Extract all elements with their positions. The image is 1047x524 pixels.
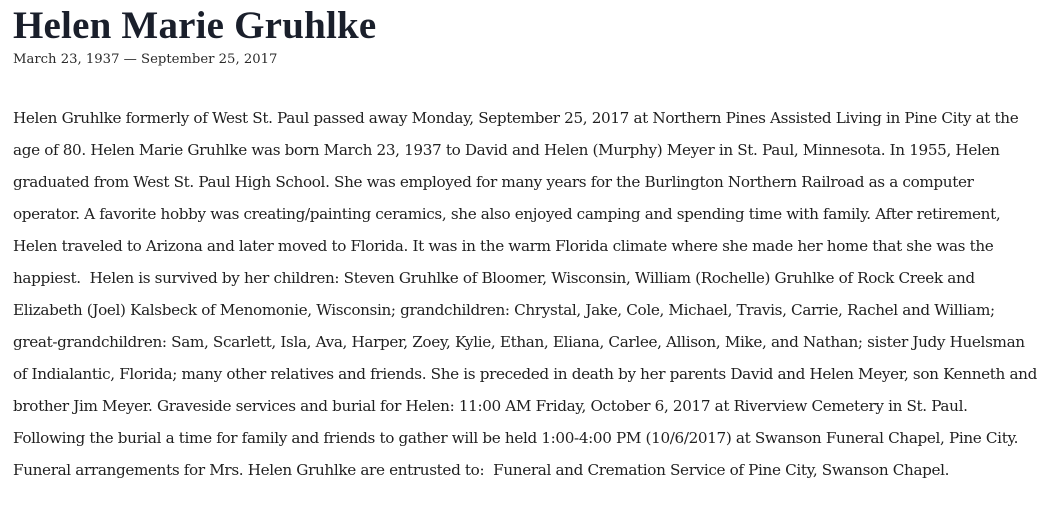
life-dates: March 23, 1937 — September 25, 2017 bbox=[13, 52, 278, 67]
page-title: Helen Marie Gruhlke bbox=[13, 4, 377, 47]
obituary-text: Helen Gruhlke formerly of West St. Paul passed away Monday, September 25, 2017 at Northern Pines Assisted Living in Pine City at the age of 80. Helen Marie Gruhlke was born March 23, 1937 to David and Helen (Murphy) Meyer in St. Paul, Minnesota. In 1955, Helen graduated from West St. Paul High School. She was employed for many years for the Burlington Northern Railroad as a computer operator. A favorite hobby was creating/painting ceramics, she also enjoyed camping and spending time with family. After retirement, Helen traveled to Arizona and later moved to Florida. It was in the warm Florida climate where she made her home that she was the happiest. Helen is survived by her children: Steven Gruhlke of Bloomer, Wisconsin, William (Rochelle) Gruhlke of Rock Creek and Elizabeth (Joel) Kalsbeck of Menomonie, Wisconsin; grandchildren: Chrystal, Jake, Cole, Michael, Travis, Carrie, Rachel and William; great-grandchildren: Sam, Scarlett, Isla, Ava, Harper, Zoey, Kylie, Ethan, Eliana, Carlee, Allison, Mike, and Nathan; sister Judy Huelsman of Indialantic, Florida; many other relatives and friends. She is preceded in death by her parents David and Helen Meyer, son Kenneth and brother Jim Meyer. Graveside services and burial for Helen: 11:00 AM Friday, October 6, 2017 at Riverview Cemetery in St. Paul. Following the burial a time for family and friends to gather will be held 1:00-4:00 PM (10/6/2017) at Swanson Funeral Chapel, Pine City. Funeral arrangements for Mrs. Helen Gruhlke are entrusted to: Funeral and Cremation Service of Pine City, Swanson Chapel. bbox=[13, 109, 1042, 479]
obituary-article bbox=[13, 4, 1041, 486]
